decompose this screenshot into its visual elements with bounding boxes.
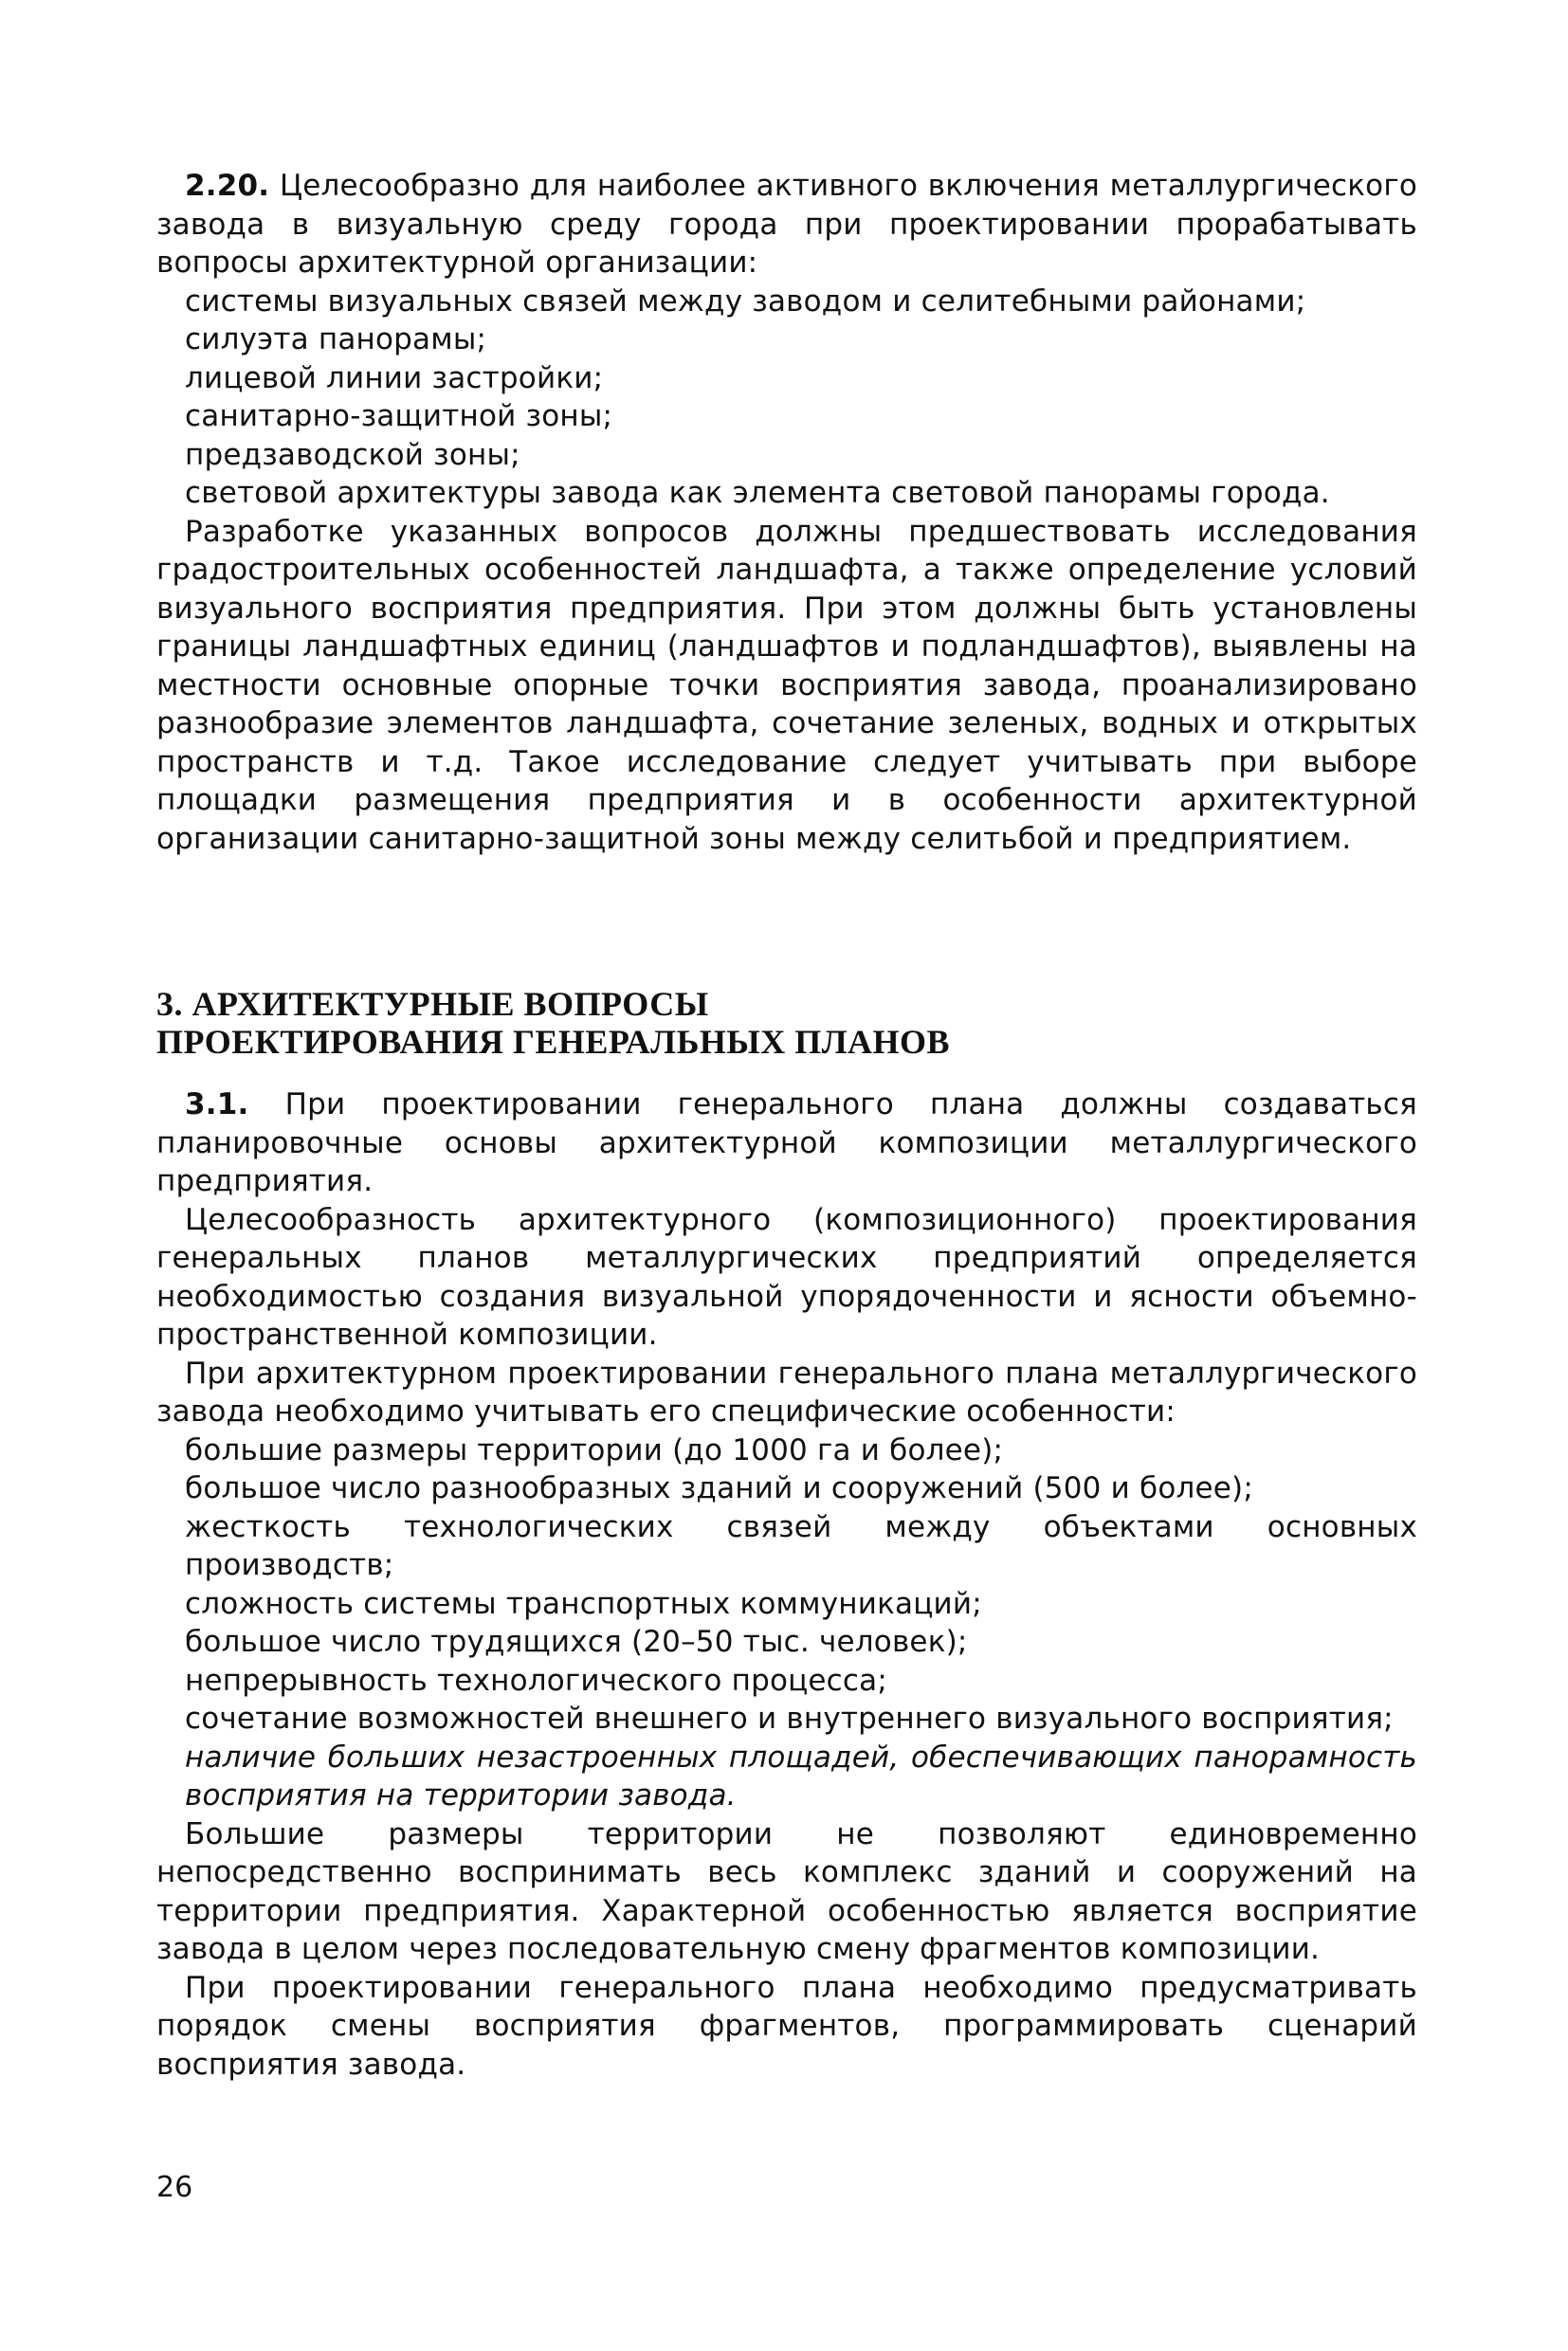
paragraph-perception-order: При проектировании генерального плана необходимо предусматривать порядок смены восприятия фрагментов, программировать сценарий восприятия завода. [156, 1970, 1417, 2082]
list-item: непрерывность технологического процесса; [185, 1663, 888, 1698]
paragraph-expediency: Целесообразность архитектурного (композиционного) проектирования генеральных планов металлургических предприятий определяется необходимостью создания визуальной упорядоченности и ясности объемно-пространственной композиции. [156, 1202, 1417, 1352]
list-item: большое число разнообразных зданий и сооружений (500 и более); [185, 1471, 1253, 1505]
paragraph-2-20-intro [156, 167, 1417, 282]
list-item: силуэта панорамы; [185, 322, 487, 356]
list-item: большие размеры территории (до 1000 га и более); [185, 1432, 1004, 1467]
page-content [156, 167, 1417, 2084]
section-3 [156, 985, 1417, 2084]
list-item: сложность системы транспортных коммуникаций; [185, 1586, 982, 1621]
list-item: системы визуальных связей между заводом и селитебными районами; [185, 283, 1306, 319]
paragraph-territory-size: Большие размеры территории не позволяют единовременно непосредственно воспринимать весь комплекс зданий и сооружений на территории предприятия. Характерной особенностью является восприятие завода в целом через последовательную смену фрагментов композиции. [156, 1816, 1417, 1966]
list-item: большое число трудящихся (20–50 тыс. человек); [185, 1625, 968, 1659]
list-item: сочетание возможностей внешнего и внутреннего визуального восприятия; [185, 1702, 1394, 1736]
list-item-last: наличие больших незастроенных площадей, обеспечивающих панорамность восприятия на территории завода. [185, 1740, 1417, 1813]
list-item: лицевой линии застройки; [185, 360, 604, 395]
paragraph-landscape-research: Разработке указанных вопросов должны предшествовать исследования градостроительных особенностей ландшафта, а также определение условий визуального восприятия предприятия. При этом должны быть установлены границы ландшафтных единиц (ландшафтов и подландшафтов), выявлены на местности основные опорные точки восприятия завода, проанализировано разнообразие элементов ландшафта, сочетание зеленых, водных и открытых пространств и т.д. Такое исследование следует учитывать при выборе площадки размещения предприятия и в особенности архитектурной организации санитарно-защитной зоны между селитьбой и предприятием. [156, 514, 1417, 856]
list-item: санитарно-защитной зоны; [185, 399, 613, 433]
list-item: предзаводской зоны; [185, 437, 520, 472]
section-heading-line2: ПРОЕКТИРОВАНИЯ ГЕНЕРАЛЬНЫХ ПЛАНОВ [156, 1023, 951, 1061]
page-number: 26 [156, 2171, 193, 2204]
list-architectural-issues [156, 282, 1417, 513]
paragraph-3-1 [156, 1085, 1417, 1201]
list-specific-features [156, 1431, 1417, 1815]
clause-number-3-1: 3.1. [185, 1087, 249, 1121]
section-heading-line1: 3. АРХИТЕКТУРНЫЕ ВОПРОСЫ [156, 985, 709, 1023]
clause-number-2-20: 2.20. [185, 169, 270, 203]
clause-text-3-1: При проектировании генерального плана должны создаваться планировочные основы архитектурной композиции металлургического предприятия. [156, 1087, 1417, 1198]
list-item: световой архитектуры завода как элемента световой панорамы города. [185, 476, 1330, 510]
list-item: жесткость технологических связей между объектами основных производств; [185, 1509, 1417, 1582]
clause-text-2-20: Целесообразно для наиболее активного включения металлургического завода в визуальную среду города при проектировании прорабатывать вопросы архитектурной организации: [156, 169, 1417, 280]
section-heading [156, 985, 1417, 1061]
paragraph-specific-features: При архитектурном проектировании генерального плана металлургического завода необходимо учитывать его специфические особенности: [156, 1356, 1417, 1429]
